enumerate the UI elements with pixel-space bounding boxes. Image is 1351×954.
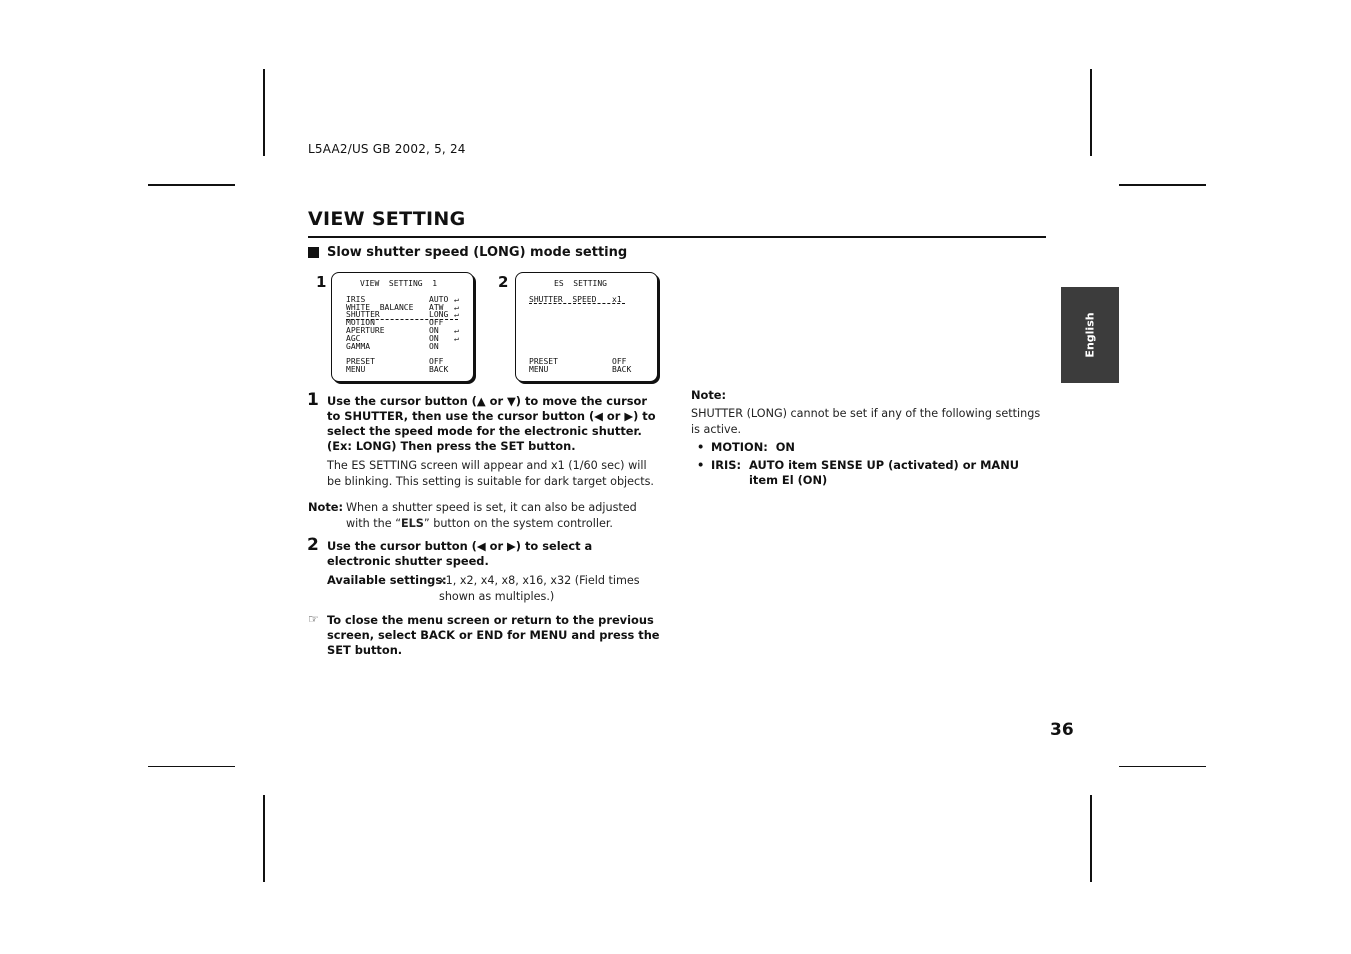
available-settings-label: Available settings: bbox=[327, 573, 447, 587]
note-2-text: SHUTTER (LONG) cannot be set if any of the following settings is active. bbox=[691, 407, 1041, 436]
step-1-number: 1 bbox=[307, 390, 319, 410]
crop-mark bbox=[1090, 69, 1092, 156]
condition-value: ON bbox=[775, 440, 795, 454]
screen-1-label: 1 bbox=[316, 273, 327, 291]
tip-text: To close the menu screen or return to the previous screen, select BACK or END for MENU and press the SET button. bbox=[327, 613, 660, 657]
note-1-text bbox=[346, 500, 658, 531]
menu-row-value: ATW bbox=[429, 303, 444, 312]
list-item bbox=[692, 458, 1042, 488]
menu-value: BACK bbox=[612, 365, 632, 374]
available-settings-value: x1, x2, x4, x8, x16, x32 (Field times shown as multiples.) bbox=[439, 574, 640, 603]
menu-value: BACK bbox=[429, 365, 449, 374]
menu-row-value: ON bbox=[429, 334, 439, 343]
square-bullet-icon bbox=[308, 247, 319, 258]
menu-row-value: ON bbox=[429, 326, 439, 335]
note-1-text-part: ” button on the system controller. bbox=[423, 516, 613, 530]
crop-mark bbox=[263, 795, 265, 882]
note-1-label: Note: bbox=[308, 500, 344, 514]
menu-row-name: APERTURE bbox=[346, 326, 385, 335]
menu-label: MENU bbox=[529, 365, 549, 374]
subheading-text: Slow shutter speed (LONG) mode setting bbox=[327, 245, 628, 260]
menu-row-value: OFF bbox=[429, 318, 444, 327]
menu-row-name: WHITE BALANCE bbox=[346, 303, 414, 312]
enter-icon: ↵ bbox=[454, 303, 459, 312]
enter-icon: ↵ bbox=[454, 295, 459, 304]
step-2-instruction: Use the cursor button (◀ or ▶) to select a electronic shutter speed. bbox=[327, 539, 593, 568]
subheading bbox=[308, 245, 627, 260]
menu-row-name: IRIS bbox=[346, 295, 366, 304]
screen-2-label: 2 bbox=[498, 273, 509, 291]
step-1-detail: The ES SETTING screen will appear and x1 (1/60 sec) will be blinking. This setting is suitable for dark target objects. bbox=[327, 459, 654, 488]
note-1-text-part: When a shutter speed is set, it can also be adjusted with the “ bbox=[346, 501, 637, 530]
page-number: 36 bbox=[1050, 720, 1074, 740]
enter-icon: ↵ bbox=[454, 334, 459, 343]
menu-row-name: MOTION bbox=[346, 318, 375, 327]
crop-mark bbox=[1119, 766, 1206, 767]
menu-row-name: AGC bbox=[346, 334, 361, 343]
screen-title: ES SETTING bbox=[554, 279, 607, 288]
crop-mark bbox=[263, 69, 265, 156]
condition-key: • IRIS: bbox=[711, 458, 742, 472]
crop-mark bbox=[1090, 795, 1092, 882]
menu-row-value: AUTO bbox=[429, 295, 449, 304]
condition-value: AUTO item SENSE UP (activated) or MANU item El (ON) bbox=[749, 458, 1020, 487]
els-button-name: ELS bbox=[401, 516, 424, 530]
doc-code: L5AA2/US GB 2002, 5, 24 bbox=[308, 142, 466, 156]
step-2-number: 2 bbox=[307, 535, 319, 555]
preset-value: OFF bbox=[429, 357, 444, 366]
crop-mark bbox=[148, 184, 235, 186]
menu-screen-1 bbox=[331, 272, 474, 382]
screen-title: VIEW SETTING 1 bbox=[360, 279, 438, 288]
language-tab-label: English bbox=[1083, 312, 1097, 358]
list-item bbox=[692, 440, 1042, 455]
menu-label: MENU bbox=[346, 365, 366, 374]
menu-row-value: LONG bbox=[429, 310, 449, 319]
preset-label: PRESET bbox=[529, 357, 558, 366]
language-tab bbox=[1061, 287, 1119, 383]
crop-mark bbox=[148, 766, 235, 767]
menu-row-name: SHUTTER bbox=[346, 310, 380, 319]
preset-value: OFF bbox=[612, 357, 627, 366]
title-rule bbox=[308, 236, 1046, 238]
preset-label: PRESET bbox=[346, 357, 375, 366]
note-2-label: Note: bbox=[691, 388, 727, 402]
pointing-hand-icon: ☞ bbox=[308, 612, 319, 626]
menu-row-name: SHUTTER SPEED bbox=[529, 295, 597, 304]
crop-mark bbox=[1119, 184, 1206, 186]
enter-icon: ↵ bbox=[454, 326, 459, 335]
enter-icon: ↵ bbox=[454, 310, 459, 319]
page-title: VIEW SETTING bbox=[308, 208, 466, 230]
conditions-list bbox=[692, 440, 1042, 491]
condition-key: MOTION: bbox=[711, 440, 768, 454]
menu-row-name: GAMMA bbox=[346, 342, 371, 351]
menu-screen-2 bbox=[515, 272, 658, 382]
menu-row-value: ON bbox=[429, 342, 439, 351]
menu-row-value: x1 bbox=[612, 295, 622, 304]
step-1-instruction: Use the cursor button (▲ or ▼) to move the cursor to SHUTTER, then use the cursor button (◀ or ▶) to select the speed mode for the electronic shutter. (Ex: LONG) Then press the SET button. bbox=[327, 394, 656, 453]
